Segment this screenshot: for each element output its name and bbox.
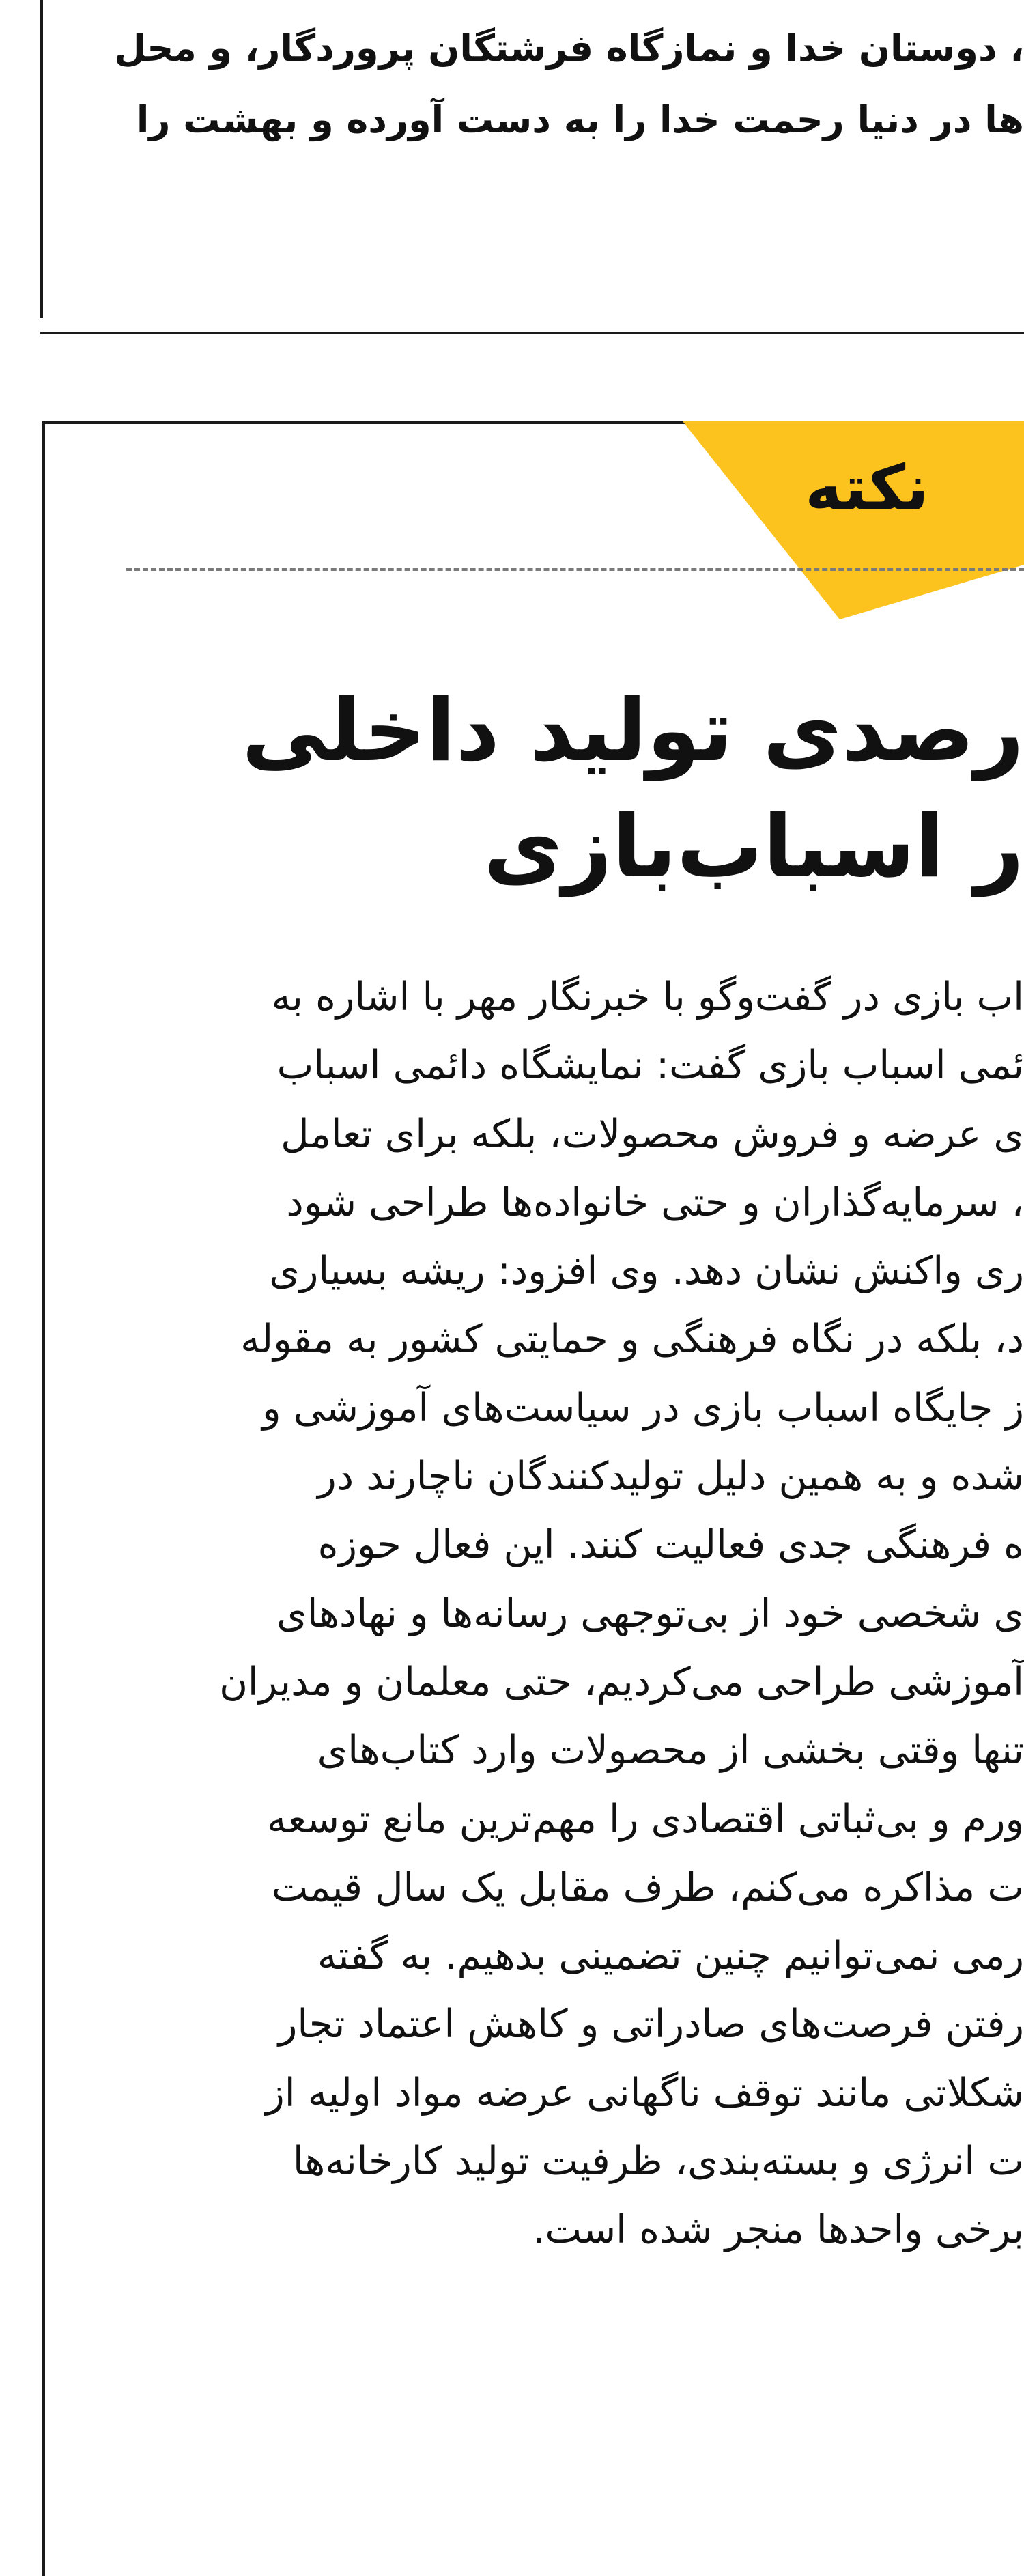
text-line: ، دوستان خدا و نمازگاه فرشتگان پروردگار، و محل <box>114 27 1024 70</box>
article-body <box>96 963 1024 2265</box>
body-line: شکلاتی مانند توقف ناگهانی عرضه مواد اولیه از <box>266 2070 1024 2116</box>
body-line: رمی نمی‌توانیم چنین تضمینی بدهیم. به گفته <box>317 1933 1024 1979</box>
body-line: برخی واحدها منجر شده است. <box>532 2207 1024 2253</box>
body-line: ئمی اسباب بازی گفت: نمایشگاه دائمی اسباب <box>276 1043 1024 1089</box>
dashed-divider <box>126 568 1024 571</box>
body-line: د، بلکه در نگاه فرهنگی و حمایتی کشور به مقوله <box>240 1317 1024 1362</box>
previous-article-fragment <box>0 0 1024 335</box>
body-line: ورم و بی‌ثباتی اقتصادی را مهم‌ترین مانع توسعه <box>267 1796 1024 1842</box>
body-line: آموزشی طراحی می‌کردیم، حتی معلمان و مدیران <box>219 1659 1024 1705</box>
body-line: ت مذاکره می‌کنم، طرف مقابل یک سال قیمت <box>271 1864 1024 1910</box>
body-line: شده و به همین دلیل تولیدکنندگان ناچارند در <box>317 1454 1024 1500</box>
section-divider <box>40 332 1024 334</box>
body-line: تنها وقتی بخشی از محصولات وارد کتاب‌های <box>317 1728 1024 1774</box>
previous-article-text <box>96 12 1024 156</box>
text-line: ها در دنیا رحمت خدا را به دست آورده و بهشت را <box>136 98 1024 141</box>
body-line: رفتن فرصت‌های صادراتی و کاهش اعتماد تجار <box>278 2002 1024 2047</box>
body-line: ، سرمایه‌گذاران و حتی خانواده‌ها طراحی شود <box>286 1179 1024 1225</box>
column-divider <box>40 0 43 318</box>
body-line: ی عرضه و فروش محصولات، بلکه برای تعامل <box>281 1111 1024 1157</box>
body-line: ز جایگاه اسباب بازی در سیاست‌های آموزشی و <box>262 1385 1024 1431</box>
body-line: ری واکنش نشان دهد. وی افزود: ریشه بسیاری <box>269 1248 1024 1294</box>
headline-line: ر اسباب‌بازی <box>483 796 1024 897</box>
headline-line: رصدی تولید داخلی <box>242 680 1024 781</box>
article-headline <box>242 673 1024 905</box>
body-line: ت انرژی و بسته‌بندی، ظرفیت تولید کارخانه‌ها <box>292 2139 1024 2185</box>
body-line: ی شخصی خود از بی‌توجهی رسانه‌ها و نهادهای <box>276 1591 1024 1636</box>
body-line: اب بازی در گفت‌وگو با خبرنگار مهر با اشاره به <box>271 975 1024 1020</box>
body-line: ه فرهنگی جدی فعالیت کنند. این فعال حوزه <box>317 1522 1024 1568</box>
note-label: نکته <box>805 451 929 524</box>
